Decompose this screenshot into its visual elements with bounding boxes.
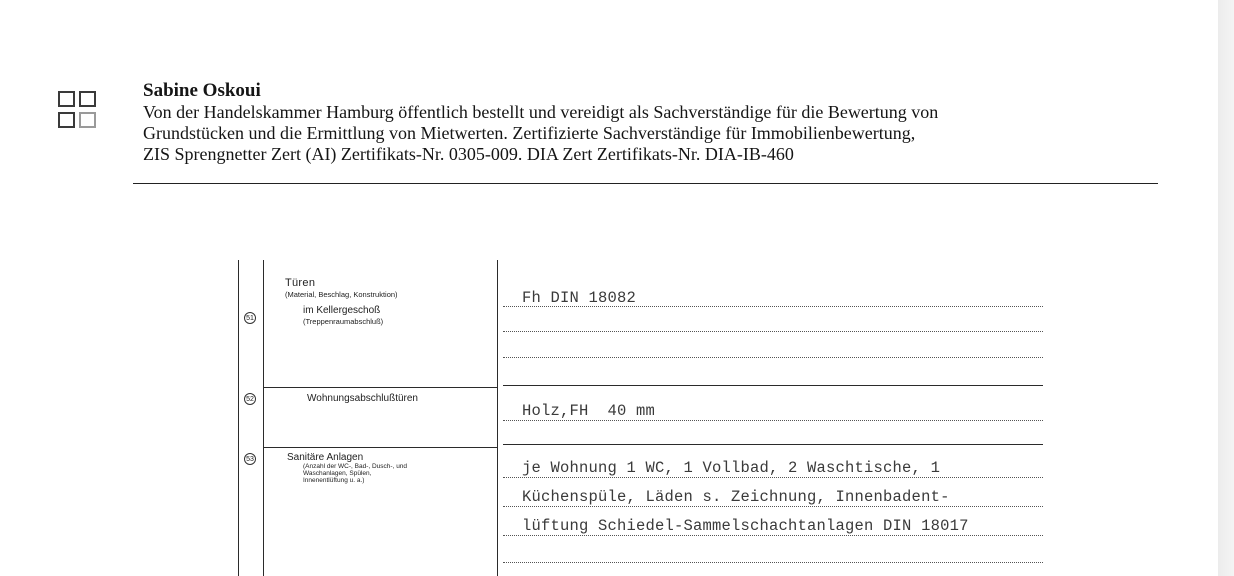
form-number-column-border <box>263 260 264 576</box>
row-label: Sanitäre Anlagen <box>287 452 364 463</box>
row-divider <box>263 447 497 448</box>
entry-text: Fh DIN 18082 <box>522 289 637 307</box>
entry-text: Holz,FH 40 mm <box>522 402 656 420</box>
row-number: 52 <box>244 393 256 405</box>
expert-name: Sabine Oskoui <box>143 80 261 101</box>
entry-line <box>503 506 1043 507</box>
header-divider <box>133 183 1158 184</box>
row-label-note: Innenentlüftung u. a.) <box>303 477 365 484</box>
entry-text: Küchenspüle, Läden s. Zeichnung, Innenbadent- <box>522 488 950 506</box>
entry-line <box>503 357 1043 358</box>
credentials-line-3: ZIS Sprengnetter Zert (AI) Zertifikats-Nr. 0305-009. DIA Zert Zertifikats-Nr. DIA-IB-460 <box>143 144 794 164</box>
row-number: 51 <box>244 312 256 324</box>
row-label-note: (Treppenraumabschluß) <box>303 317 384 326</box>
logo-icon <box>58 91 102 131</box>
row-label-note: (Material, Beschlag, Konstruktion) <box>285 290 398 299</box>
entry-text: lüftung Schiedel-Sammelschachtanlagen DIN 18017 <box>522 517 969 535</box>
credentials <box>143 102 1163 165</box>
entry-line <box>503 535 1043 536</box>
entry-line <box>503 420 1043 421</box>
row-label-item: im Kellergeschoß <box>303 305 381 316</box>
page-edge <box>1218 0 1234 576</box>
row-label: Wohnungsabschlußtüren <box>307 393 418 404</box>
row-divider <box>263 387 497 388</box>
entry-text: je Wohnung 1 WC, 1 Vollbad, 2 Waschtische, 1 <box>522 459 941 477</box>
row-label-note: (Anzahl der WC-, Bad-, Dusch-, und <box>303 463 408 470</box>
row-label: Türen <box>285 277 316 289</box>
letterhead <box>143 80 1163 165</box>
credentials-line-1: Von der Handelskammer Hamburg öffentlich bestellt und vereidigt als Sachverständige für die Bewertung von <box>143 102 939 122</box>
entry-line <box>503 562 1043 563</box>
form-label-column-border <box>497 260 498 576</box>
form-left-border <box>238 260 239 576</box>
credentials-line-2: Grundstücken und die Ermittlung von Mietwerten. Zertifizierte Sachverständige für Immobilienbewertung, <box>143 123 916 143</box>
row-number: 53 <box>244 453 256 465</box>
row-divider <box>503 444 1043 445</box>
row-label-note: Waschanlagen, Spülen, <box>303 470 372 477</box>
row-divider <box>503 385 1043 386</box>
entry-line <box>503 477 1043 478</box>
entry-line <box>503 306 1043 307</box>
entry-line <box>503 331 1043 332</box>
